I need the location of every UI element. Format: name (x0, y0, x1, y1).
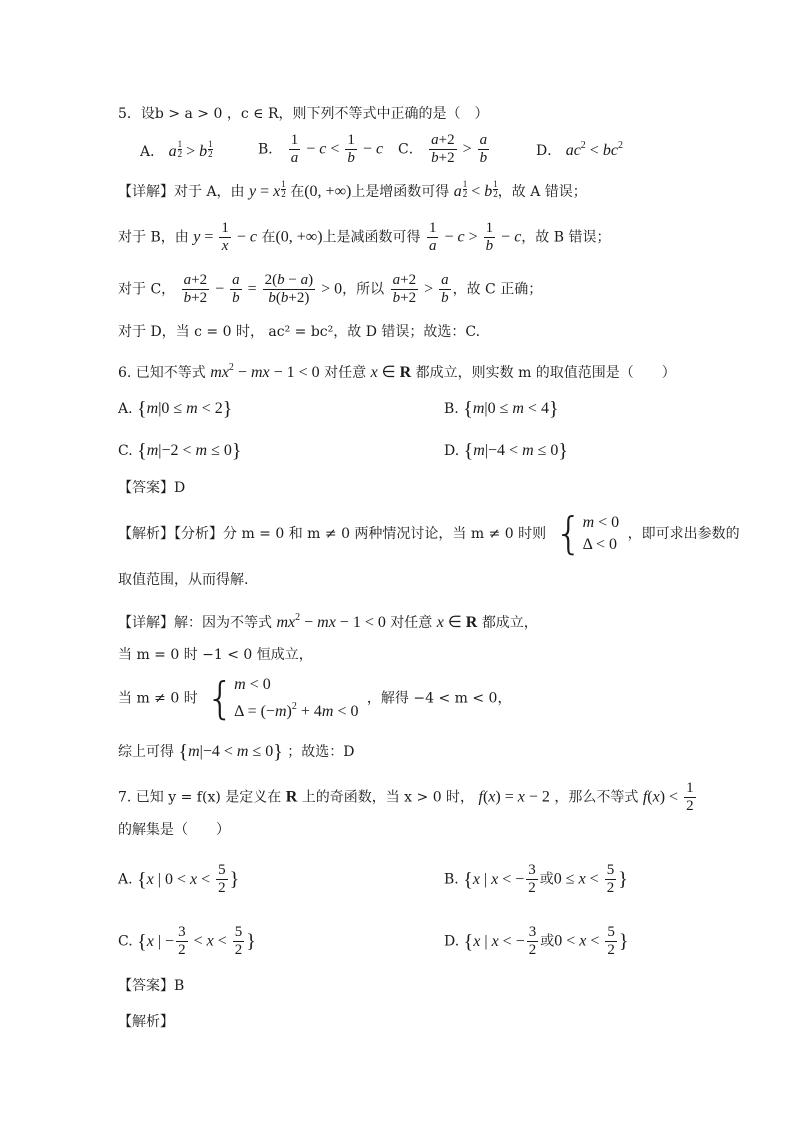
q6-case1: 当 m = 0 时 −1 < 0 恒成立， (118, 647, 313, 663)
q5-option-c: C． $\frac{a+2}{b+2}$ > $\frac{a}{b}$ (398, 132, 488, 166)
q5-detail-d: 对于 D，当 c = 0 时， ac² = bc²，故 D 错误；故选：C. (118, 324, 481, 340)
q5-detail-b: 对于 B，由 y = $\frac{1}{x}$ − c 在(0, +∞)上是减函数可得 $\frac{1}{a}$ − c > $\frac{1}{b}$ − c，故 B 错误； (118, 220, 611, 254)
q6-stem: 6. 已知不等式 $mx^2$ − mx − 1 < 0 对任意 x ∈ R 都成立，则实数 m 的取值范围是（ ） (118, 362, 676, 381)
q6-analysis-line2: 取值范围，从而得解. (118, 572, 249, 588)
q7-analysis: 【解析】 (118, 1014, 174, 1030)
q5-stem: 5．设b > a > 0 ，c ∈ R，则下列不等式中正确的是（ ） (118, 106, 489, 122)
q6-case2: 当 m ≠ 0 时 { m < 0 $\Delta = (-m)^2 + 4m < 0$ ，解得 −4 < m < 0， (118, 672, 512, 724)
q7-option-d: D. {x | x < − $\frac{3}{2}$ 或0 < x < $\frac{5}{2}$ } (444, 924, 629, 958)
q5-option-b: B． $\frac{1}{a}$ − c < $\frac{1}{b}$ − c (258, 132, 384, 166)
q6-option-b: B. {m|0 ≤ m < 4} (444, 398, 559, 420)
q5-option-a: A． a $\frac{1}{2}$ > b $\frac{1}{2}$ (140, 139, 213, 160)
q6-answer: 【答案】D (118, 480, 186, 496)
q7-option-c: C. {x | − $\frac{3}{2}$ < x < $\frac{5}{2}$ } (118, 924, 256, 958)
q5-detail-a: 【详解】对于 A，由 y = x $\frac{1}{2}$ 在(0, +∞)上是增函数可得 a $\frac{1}{2}$ < b $\frac{1}{2}$ ，故 A 错误； (118, 179, 587, 200)
q5-option-d: D． $ac^2 < bc^2$ (536, 140, 623, 159)
q6-conclusion: 综上可得 {m|−4 < m ≤ 0} ；故选：D (118, 741, 355, 763)
q7-option-a: A. {x | 0 < x < $\frac{5}{2}$ } (118, 862, 240, 896)
q6-analysis: 【解析】【分析】分 m = 0 和 m ≠ 0 两种情况讨论，当 m ≠ 0 时则 { m < 0 Δ < 0 ，即可求出参数的 (118, 508, 740, 559)
q7-option-b: B. {x | x < − $\frac{3}{2}$ 或0 ≤ x < $\frac{5}{2}$ } (444, 862, 628, 896)
q6-option-a: A. {m|0 ≤ m < 2} (118, 398, 233, 420)
q5-detail-c: 对于 C， $\frac{a+2}{b+2}$ − $\frac{a}{b}$ = $\frac{2(b - a)}{b(b+2)}$ > 0，所以 $\frac{a+2}{b+2}$ > $\frac{a}{b}$ ，故 C 正确； (118, 272, 543, 306)
q6-option-d: D. {m|−4 < m ≤ 0} (444, 440, 569, 462)
q6-detail: 【详解】解：因为不等式 $mx^2$ − mx − 1 < 0 对任意 x ∈ R 都成立， (118, 612, 538, 631)
q7-stem: 7. 已知 y = f(x) 是定义在 R 上的奇函数，当 x > 0 时， f(x) = x − 2 ，那么不等式 f(x) < $\frac{1}{2}$ (118, 780, 694, 814)
q6-option-c: C. {m|−2 < m ≤ 0} (118, 440, 242, 462)
q7-stem-line2: 的解集是（ ） (118, 822, 230, 838)
q7-answer: 【答案】B (118, 978, 185, 994)
